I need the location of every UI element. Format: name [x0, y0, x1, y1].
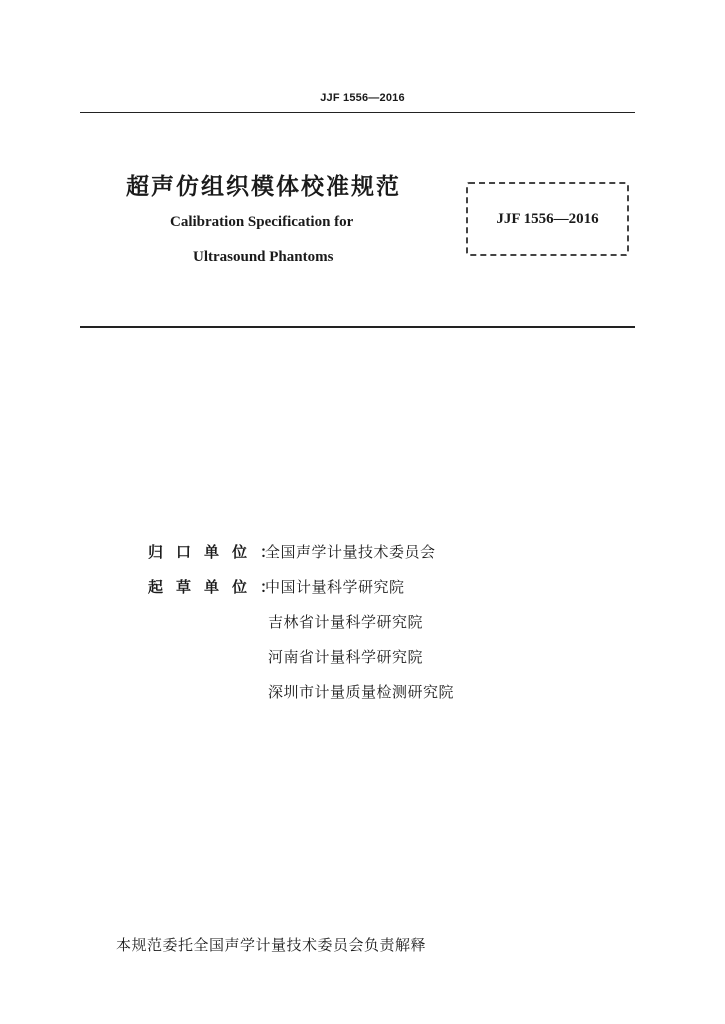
- title-english-line-1: Calibration Specification for: [170, 214, 354, 230]
- title-chinese: 超声仿组织模体校准规范: [126, 174, 401, 200]
- drafting-unit-2: 吉林省计量科学研究院: [268, 613, 424, 631]
- drafting-unit-1: 中国计量科学研究院: [265, 578, 405, 596]
- document-code-header: JJF 1556—2016: [320, 92, 405, 104]
- drafting-unit-4: 深圳市计量质量检测研究院: [268, 683, 455, 701]
- specification-code: JJF 1556—2016: [496, 210, 599, 227]
- responsible-unit-label: 归口单位：: [148, 543, 289, 561]
- title-english-line-2: Ultrasound Phantoms: [193, 249, 334, 265]
- drafting-unit-row: [148, 576, 405, 597]
- responsible-unit-value: 全国声学计量技术委员会: [265, 543, 436, 561]
- bottom-rule: [80, 326, 635, 328]
- specification-code-box: [466, 182, 629, 256]
- drafting-unit-label: 起草单位：: [148, 578, 289, 596]
- interpretation-note: 本规范委托全国声学计量技术委员会负责解释: [116, 936, 427, 954]
- responsible-unit-row: [148, 541, 436, 562]
- drafting-unit-3: 河南省计量科学研究院: [268, 648, 424, 666]
- top-rule: [80, 112, 635, 113]
